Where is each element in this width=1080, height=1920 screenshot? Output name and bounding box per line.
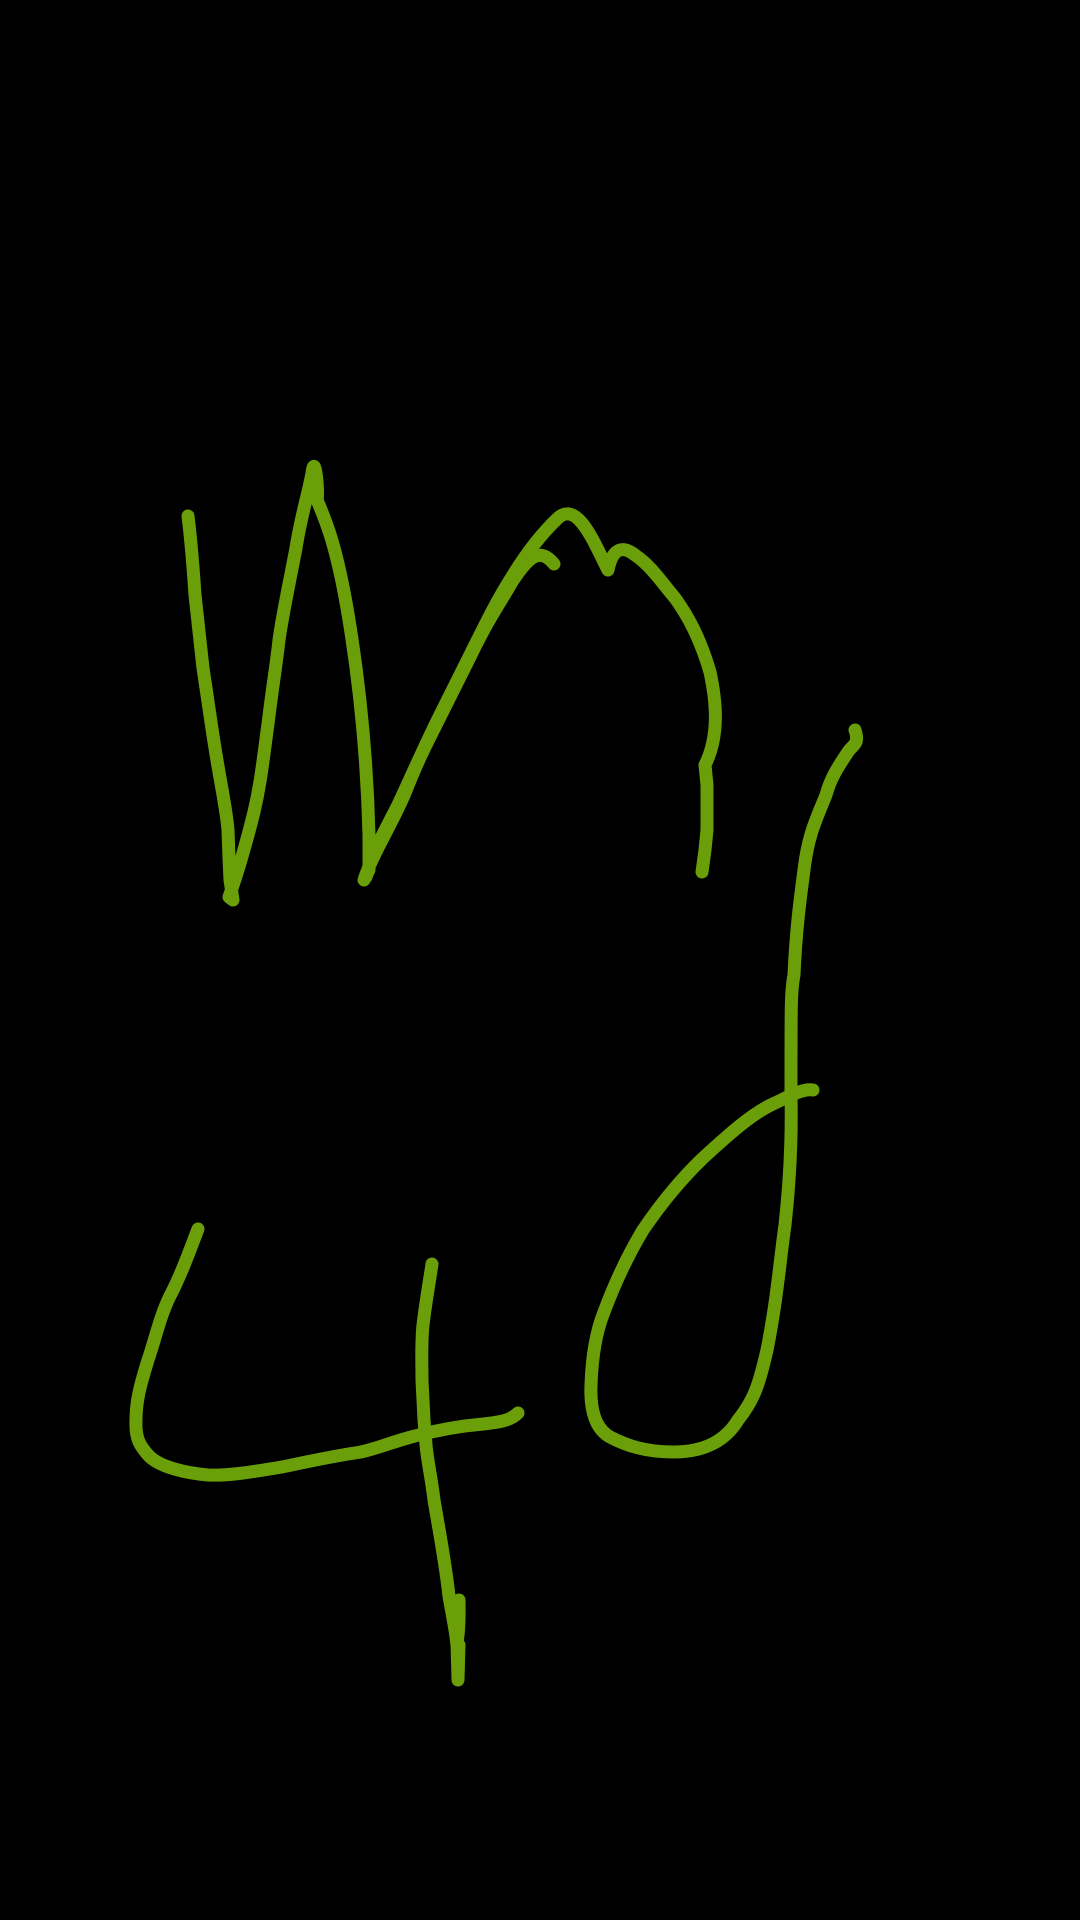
stroke-d-loop (591, 730, 857, 1452)
stroke-n-arch (366, 514, 715, 877)
stroke-w-left (188, 466, 554, 900)
stroke-four-left (136, 1229, 518, 1475)
stroke-four-stem (422, 1264, 459, 1680)
